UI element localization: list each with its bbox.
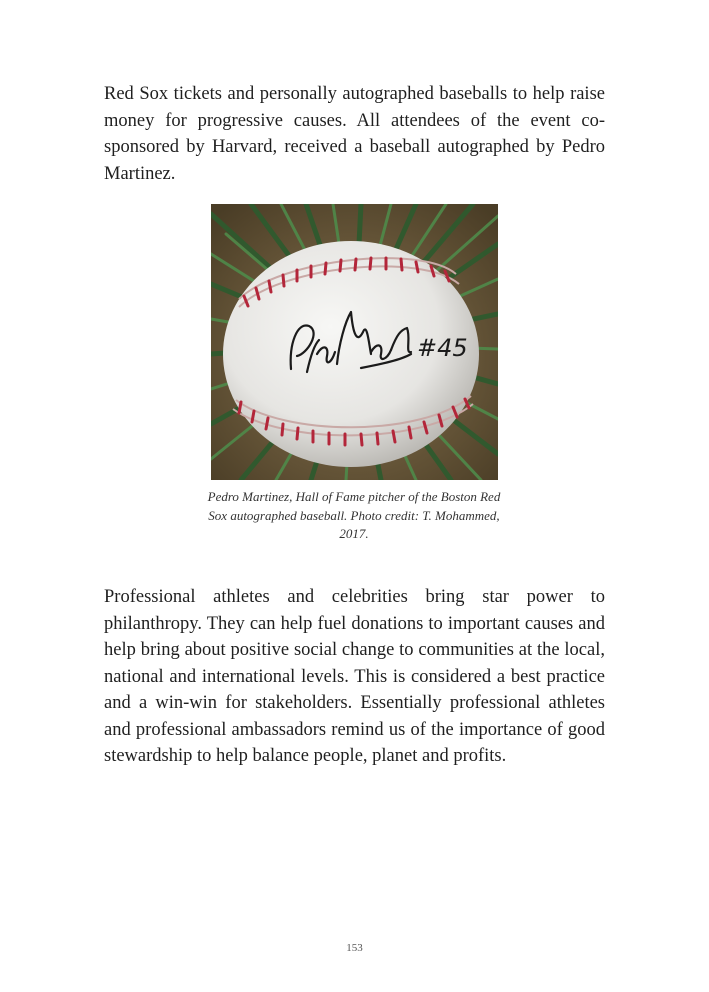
- baseball-photo: [211, 204, 498, 480]
- signature-number: #45: [417, 334, 468, 362]
- baseball-photo-illustration: [211, 204, 498, 480]
- page-number: 153: [346, 942, 363, 954]
- body-paragraph-intro: Red Sox tickets and personally autographed baseballs to help raise money for progressive causes. All attendees of the event co-sponsored by Harvard, received a baseball autographed by Pedro Martinez.: [104, 84, 605, 184]
- figure-caption: Pedro Martinez, Hall of Fame pitcher of the Boston Red Sox autographed baseball. Photo credit: T. Mohammed, 2017.: [207, 489, 501, 541]
- body-paragraph-philanthropy: Professional athletes and celebrities bring star power to philanthropy. They can help fuel donations to important causes and help bring about positive social change to communities at the local, national and international levels. This is considered a best practice and a win-win for stakeholders. Essentially professional athletes and professional ambassadors remind us of the importance of good stewardship to help balance people, planet and profits.: [104, 587, 605, 766]
